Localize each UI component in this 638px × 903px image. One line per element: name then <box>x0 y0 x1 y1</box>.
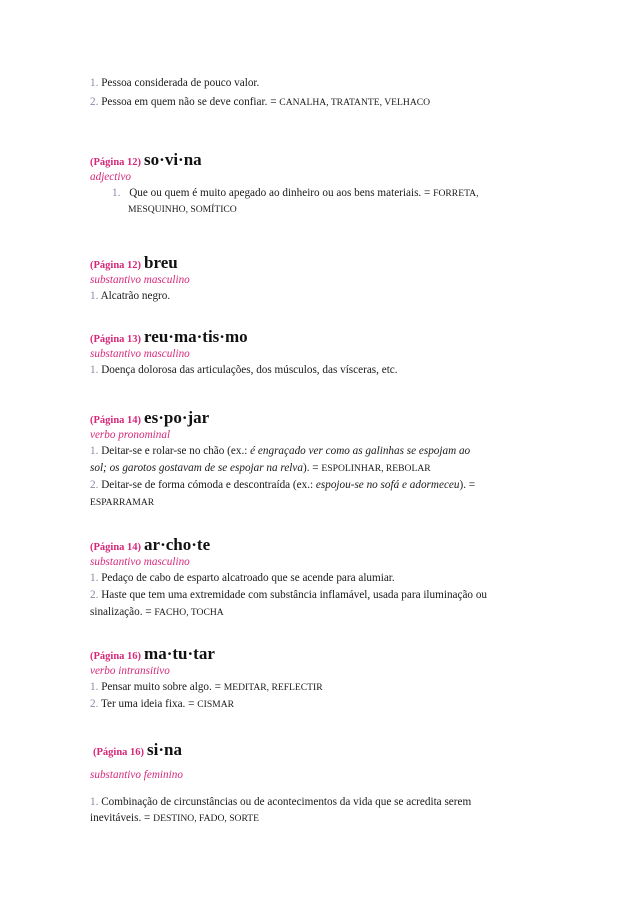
definition-number: 1. <box>90 364 99 376</box>
definition-text: ). = <box>459 479 476 491</box>
definition-number: 1. <box>112 187 121 199</box>
synonyms: FORRETA, <box>433 188 479 199</box>
definition-number: 1. <box>90 445 99 457</box>
definition-text: Doença dolorosa das articulações, dos músculos, das vísceras, etc. <box>101 364 398 376</box>
definition-line <box>90 289 560 303</box>
definition-line <box>90 571 560 585</box>
definition-number: 2. <box>90 698 99 710</box>
definition-text: Alcatrão negro. <box>100 290 171 302</box>
entry-header <box>90 535 210 555</box>
part-of-speech: adjectivo <box>90 171 132 183</box>
headword: si·na <box>147 740 183 759</box>
entry-header <box>90 150 202 170</box>
definition-number: 1. <box>90 290 99 302</box>
definition-line <box>90 605 560 620</box>
definition-text: Haste que tem uma extremidade com substância inflamável, usada para iluminação ou <box>101 589 488 601</box>
definition-text: Pessoa considerada de pouco valor. <box>101 77 260 89</box>
entry-header <box>90 253 178 273</box>
entry-header <box>93 740 182 760</box>
headword: ma·tu·tar <box>144 644 215 663</box>
definition-text: Pedaço de cabo de esparto alcatroado que se acende para alumiar. <box>101 572 395 584</box>
headword: breu <box>144 253 178 272</box>
headword: reu·ma·tis·mo <box>144 327 248 346</box>
definition-number: 2. <box>90 589 99 601</box>
part-of-speech: verbo pronominal <box>90 429 171 441</box>
entry-header <box>90 644 215 664</box>
definition-text: ). = <box>302 462 322 474</box>
definition-line <box>128 202 598 217</box>
definition-number: 1. <box>90 77 99 89</box>
definition-line <box>90 76 560 90</box>
definition-line <box>90 461 560 476</box>
definition-line <box>90 680 560 695</box>
definition-line <box>90 444 560 458</box>
part-of-speech: substantivo masculino <box>90 556 190 568</box>
headword: so·vi·na <box>144 150 202 169</box>
definition-line <box>90 363 560 377</box>
page-reference: (Página 16) <box>90 651 142 662</box>
definition-text: Deitar-se de forma cómoda e descontraída (ex.: <box>101 479 316 491</box>
synonyms: CISMAR <box>197 699 235 710</box>
definition-number: 1. <box>90 796 99 808</box>
page-reference: (Página 12) <box>90 157 142 168</box>
definition-text: Ter uma ideia fixa. = <box>101 698 198 710</box>
definition-line <box>90 588 560 602</box>
entry-header <box>90 408 209 428</box>
example-text: é engraçado ver como as galinhas se espojam ao <box>250 445 471 457</box>
definition-number: 2. <box>90 96 99 108</box>
page-reference: (Página 12) <box>90 260 142 271</box>
example-text: espojou-se no sofá e adormeceu <box>315 479 460 491</box>
page-reference: (Página 14) <box>90 415 142 426</box>
definition-number: 1. <box>90 681 99 693</box>
definition-number: 1. <box>90 572 99 584</box>
definition-text: sinalização. = <box>90 606 155 618</box>
definition-line <box>90 95 560 110</box>
definition-line <box>90 478 560 492</box>
definition-line <box>90 795 560 809</box>
synonyms: CANALHA, TRATANTE, VELHACO <box>279 97 431 108</box>
headword: ar·cho·te <box>144 535 211 554</box>
synonyms: MEDITAR, REFLECTIR <box>223 682 323 693</box>
synonyms: DESTINO, FADO, SORTE <box>153 813 260 824</box>
definition-text: inevitáveis. = <box>90 812 154 824</box>
page-reference: (Página 16) <box>93 747 145 758</box>
synonyms: FACHO, TOCHA <box>154 607 224 618</box>
definition-text: Combinação de circunstâncias ou de acontecimentos da vida que se acredita serem <box>101 796 472 808</box>
definition-line <box>112 186 582 201</box>
definition-text: Que ou quem é muito apegado ao dinheiro ou aos bens materiais. = <box>129 187 434 199</box>
definition-line <box>90 811 560 826</box>
synonyms: ESPOLINHAR, REBOLAR <box>321 463 431 474</box>
definition-line <box>90 697 560 712</box>
synonyms: MESQUINHO, SOMÍTICO <box>128 204 237 215</box>
page-reference: (Página 14) <box>90 542 142 553</box>
part-of-speech: verbo intransitivo <box>90 665 170 677</box>
headword: es·po·jar <box>144 408 210 427</box>
part-of-speech: substantivo feminino <box>90 769 183 781</box>
definition-text: Pessoa em quem não se deve confiar. = <box>101 96 280 108</box>
definition-number: 2. <box>90 479 99 491</box>
definition-text: Pensar muito sobre algo. = <box>101 681 224 693</box>
definition-text: Deitar-se e rolar-se no chão (ex.: <box>101 445 251 457</box>
part-of-speech: substantivo masculino <box>90 348 190 360</box>
example-text: sol; os garotos gostavam de se espojar na relva <box>90 462 303 474</box>
definition-line <box>90 495 560 510</box>
synonyms: ESPARRAMAR <box>90 497 155 508</box>
part-of-speech: substantivo masculino <box>90 274 190 286</box>
entry-header <box>90 327 248 347</box>
page-reference: (Página 13) <box>90 334 142 345</box>
